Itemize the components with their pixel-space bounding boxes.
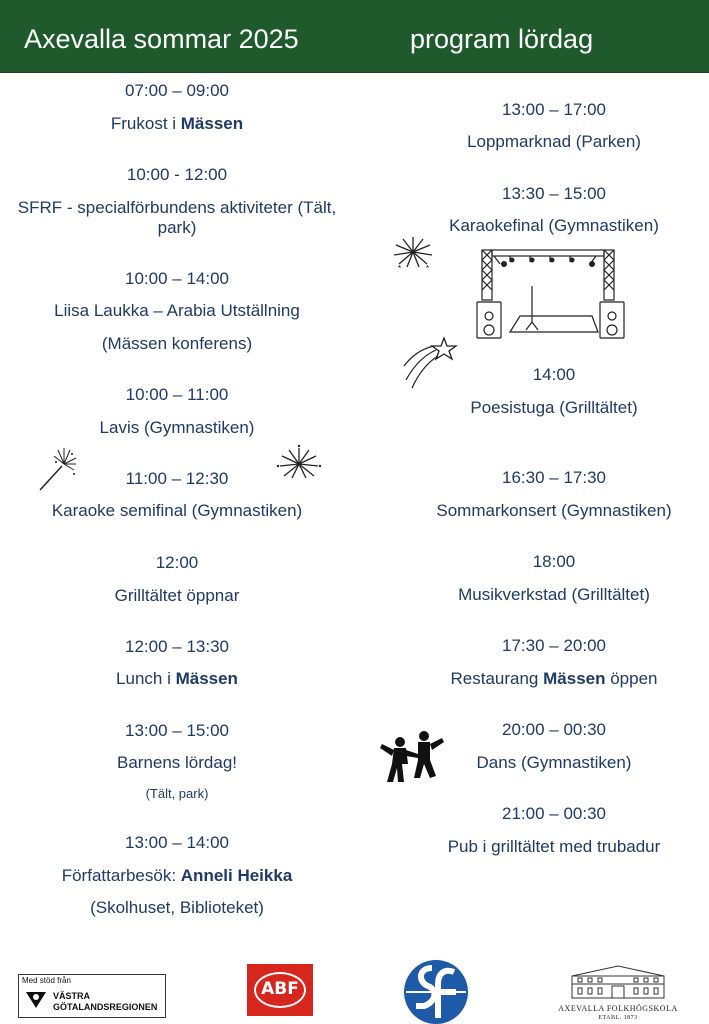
event-title: Barnens lördag! xyxy=(116,753,238,772)
event-title: Karaoke semifinal (Gymnastiken) xyxy=(51,501,303,520)
event-time: 13:00 – 14:00 xyxy=(125,833,229,852)
event-time: 10:00 - 12:00 xyxy=(126,165,228,184)
event-location: (Mässen konferens) xyxy=(101,334,253,353)
event-time: 13:00 – 15:00 xyxy=(125,721,229,740)
event-time: 21:00 – 00:30 xyxy=(502,804,606,823)
vgr-name-line1: VÄSTRA xyxy=(53,991,91,1001)
event-time: 18:00 xyxy=(532,552,576,571)
event-time: 07:00 – 09:00 xyxy=(125,81,229,100)
shooting-star-icon xyxy=(402,336,460,392)
event-title: Frukost i Mässen xyxy=(110,114,244,133)
header-left-title: Axevalla sommar 2025 xyxy=(24,24,299,54)
abf-logo xyxy=(247,964,313,1016)
event-time: 16:30 – 17:30 xyxy=(502,468,606,487)
event-time: 13:30 – 15:00 xyxy=(502,184,606,203)
event-title: Karaokefinal (Gymnastiken) xyxy=(449,216,659,235)
event-time: 14:00 xyxy=(532,365,576,384)
event-title: Grilltältet öppnar xyxy=(114,586,240,605)
event-title-continued: park) xyxy=(157,218,197,237)
event-title: Pub i grilltältet med trubadur xyxy=(447,837,661,856)
event-time: 12:00 – 13:30 xyxy=(125,637,229,656)
vgr-logo xyxy=(18,974,166,1018)
header-bar xyxy=(0,0,709,73)
event-time: 20:00 – 00:30 xyxy=(502,720,606,739)
event-location: (Skolhuset, Biblioteket) xyxy=(90,898,264,917)
event-title: Restaurang Mässen öppen xyxy=(450,669,658,688)
event-title: Musikverkstad (Grilltältet) xyxy=(458,585,650,604)
event-title: Sommarkonsert (Gymnastiken) xyxy=(436,501,672,520)
event-time: 17:30 – 20:00 xyxy=(502,636,606,655)
school-building-icon xyxy=(568,964,668,1000)
event-author-bold: Anneli Heikka xyxy=(180,866,293,885)
event-venue-bold: Mässen xyxy=(180,114,244,133)
sparkler-icon xyxy=(38,444,78,492)
event-time: 13:00 – 17:00 xyxy=(502,100,606,119)
dancers-icon xyxy=(378,728,446,786)
axevalla-folkhogskola-logo xyxy=(556,964,680,1022)
event-title: Dans (Gymnastiken) xyxy=(476,753,632,772)
vgr-symbol-icon xyxy=(25,989,47,1009)
left-column xyxy=(0,72,354,942)
fireworks-icon xyxy=(276,444,322,482)
vgr-support-text: Med stöd från xyxy=(22,976,71,985)
event-location: (Tält, park) xyxy=(145,786,209,801)
event-time: 11:00 – 12:30 xyxy=(125,469,229,488)
event-time: 12:00 xyxy=(155,553,199,572)
event-title: Liisa Laukka – Arabia Utställning xyxy=(54,301,300,320)
header-right-title: program lördag xyxy=(410,24,594,54)
event-venue-bold: Mässen xyxy=(543,669,606,688)
event-venue-bold: Mässen xyxy=(175,669,238,688)
fireworks-icon xyxy=(390,234,436,272)
abf-logo-text: ABF xyxy=(261,979,299,999)
vgr-name-line2: GÖTALANDSREGIONEN xyxy=(53,1002,158,1012)
sf-logo-icon xyxy=(402,958,470,1024)
event-time: 10:00 – 14:00 xyxy=(125,269,229,288)
event-title: Lavis (Gymnastiken) xyxy=(99,418,255,437)
event-title: SFRF - specialförbundens aktiviteter (Tält, xyxy=(17,198,337,217)
stage-icon xyxy=(474,246,630,342)
event-title: Loppmarknad (Parken) xyxy=(467,132,641,151)
event-time: 10:00 – 11:00 xyxy=(125,385,229,404)
event-title: Poesistuga (Grilltältet) xyxy=(470,398,638,417)
event-title: Lunch i Mässen xyxy=(116,669,238,688)
school-established: ETABL. 1873 xyxy=(598,1015,638,1021)
school-name: AXEVALLA FOLKHÖGSKOLA xyxy=(558,1004,678,1013)
event-title: Författarbesök: Anneli Heikka xyxy=(61,866,293,885)
